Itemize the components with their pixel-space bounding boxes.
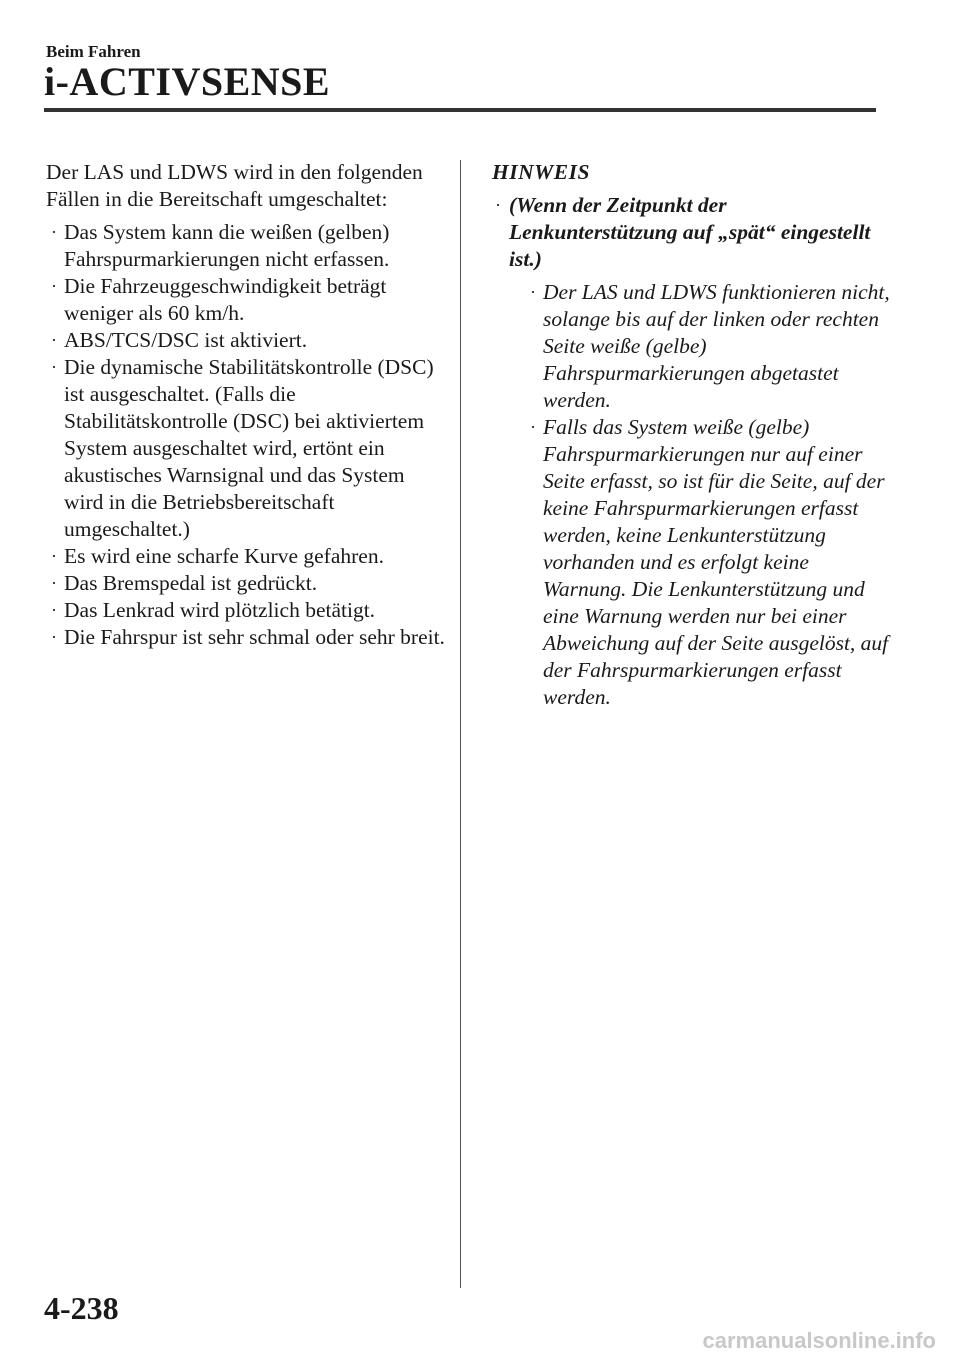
list-item bbox=[46, 354, 446, 543]
note-box bbox=[492, 159, 892, 711]
list-item bbox=[46, 543, 446, 570]
list-item bbox=[46, 273, 446, 327]
bullet-icon: · bbox=[51, 222, 57, 242]
list-item-text: Die Fahrzeuggeschwindigkeit beträgt weniger als 60 km/h. bbox=[64, 274, 387, 325]
bullet-icon: · bbox=[51, 627, 57, 647]
column-divider bbox=[460, 160, 461, 1288]
list-item-text: Das Lenkrad wird plötzlich betätigt. bbox=[64, 598, 376, 622]
list-item-text: Der LAS und LDWS funktionieren nicht, solange bis auf der linken oder rechten Seite weiße (gelbe) Fahrspurmarkierungen abgetastet werden. bbox=[543, 280, 890, 412]
note-title: HINWEIS bbox=[492, 160, 590, 184]
list-item-text: Das Bremspedal ist gedrückt. bbox=[64, 571, 318, 595]
intro-text: Der LAS und LDWS wird in den folgenden Fällen in die Bereitschaft umgeschaltet: bbox=[46, 160, 423, 211]
section-label: Beim Fahren bbox=[46, 42, 141, 61]
bullet-icon: · bbox=[51, 330, 57, 350]
bullet-icon: · bbox=[51, 546, 57, 566]
watermark: carmanualsonline.info bbox=[702, 1328, 936, 1353]
list-item bbox=[46, 597, 446, 624]
bullet-icon: · bbox=[51, 276, 57, 296]
bullet-icon: · bbox=[51, 573, 57, 593]
left-column bbox=[46, 159, 446, 651]
standby-conditions-list bbox=[46, 219, 446, 651]
note-condition-item bbox=[492, 192, 892, 711]
header-divider bbox=[44, 108, 876, 112]
chapter-title: i-ACTIVSENSE bbox=[44, 59, 331, 104]
bullet-icon: · bbox=[530, 417, 536, 437]
list-item-text: Falls das System weiße (gelbe) Fahrspurmarkierungen nur auf einer Seite erfasst, so ist für die Seite, auf der keine Fahrspurmarkierungen erfasst werden, keine Lenkunterstützung vorhanden und es erfolgt keine Warnung. Die Lenkunterstützung und eine Warnung werden nur bei einer Abweichung auf der Seite ausgelöst, auf der Fahrspurmarkierungen erfasst werden. bbox=[543, 415, 889, 709]
list-item bbox=[46, 219, 446, 273]
bullet-icon: · bbox=[51, 600, 57, 620]
list-item-text: Das System kann die weißen (gelben) Fahrspurmarkierungen nicht erfassen. bbox=[64, 220, 390, 271]
bullet-icon: · bbox=[51, 357, 57, 377]
list-item bbox=[525, 414, 892, 711]
bullet-icon: · bbox=[495, 195, 501, 215]
note-list bbox=[509, 279, 892, 711]
list-item-text: ABS/TCS/DSC ist aktiviert. bbox=[64, 328, 308, 352]
list-item bbox=[46, 624, 446, 651]
bullet-icon: · bbox=[530, 282, 536, 302]
page-number: 4-238 bbox=[44, 1290, 119, 1326]
list-item-text: Es wird eine scharfe Kurve gefahren. bbox=[64, 544, 384, 568]
list-item bbox=[46, 327, 446, 354]
list-item-text: Die Fahrspur ist sehr schmal oder sehr breit. bbox=[64, 625, 445, 649]
list-item bbox=[525, 279, 892, 414]
list-item-text: Die dynamische Stabilitätskontrolle (DSC) ist ausgeschaltet. (Falls die Stabilitätskontrolle (DSC) bei aktiviertem System ausgeschaltet wird, ertönt ein akustisches Warnsignal und das System wird in die Betriebsbereitschaft umgeschaltet.) bbox=[64, 355, 434, 541]
list-item bbox=[46, 570, 446, 597]
note-condition: (Wenn der Zeitpunkt der Lenkunterstützung auf „spät“ eingestellt ist.) bbox=[509, 193, 871, 271]
